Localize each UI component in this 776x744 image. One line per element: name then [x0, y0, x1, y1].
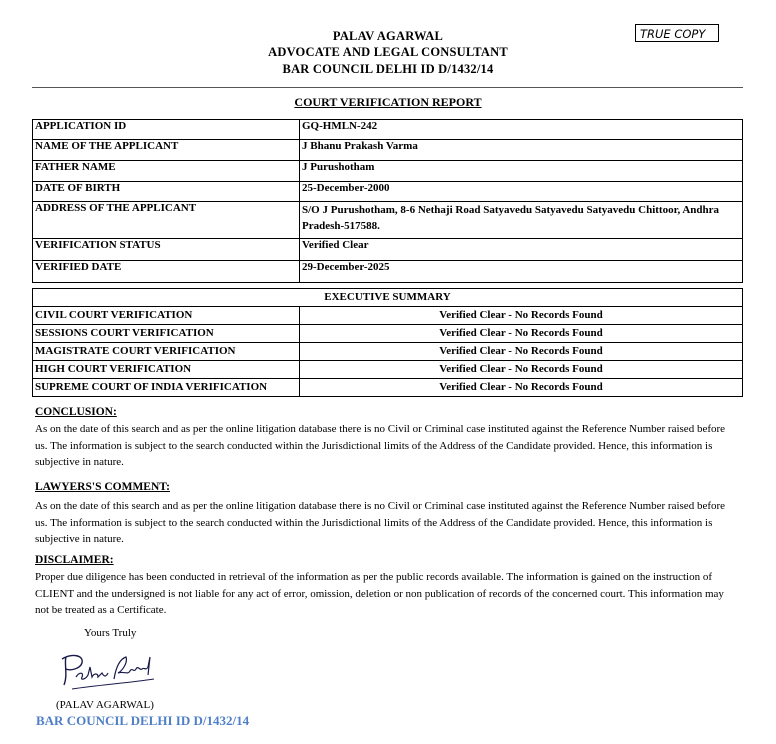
summary-value: Verified Clear - No Records Found	[300, 325, 743, 343]
summary-value: Verified Clear - No Records Found	[300, 379, 743, 397]
summary-heading: EXECUTIVE SUMMARY	[33, 289, 743, 307]
summary-value: Verified Clear - No Records Found	[300, 343, 743, 361]
lawyers-comment-heading: LAWYERS'S COMMENT:	[35, 481, 170, 493]
summary-label: SESSIONS COURT VERIFICATION	[33, 325, 300, 343]
detail-value: J Purushotham	[300, 161, 743, 182]
table-row	[33, 161, 743, 182]
detail-value: Verified Clear	[300, 239, 743, 261]
detail-label: ADDRESS OF THE APPLICANT	[33, 202, 300, 239]
table-row	[33, 120, 743, 140]
detail-label: VERIFICATION STATUS	[33, 239, 300, 261]
summary-value: Verified Clear - No Records Found	[300, 307, 743, 325]
summary-value: Verified Clear - No Records Found	[300, 361, 743, 379]
summary-label: MAGISTRATE COURT VERIFICATION	[33, 343, 300, 361]
detail-label: DATE OF BIRTH	[33, 182, 300, 202]
detail-label: APPLICATION ID	[33, 120, 300, 140]
details-table	[32, 119, 743, 283]
table-row	[33, 361, 743, 379]
detail-value: 29-December-2025	[300, 261, 743, 283]
table-row	[33, 140, 743, 161]
summary-label: SUPREME COURT OF INDIA VERIFICATION	[33, 379, 300, 397]
advocate-name: PALAV AGARWAL	[332, 29, 444, 43]
disclaimer-heading: DISCLAIMER:	[35, 554, 114, 566]
table-row	[33, 182, 743, 202]
detail-label: VERIFIED DATE	[33, 261, 300, 283]
table-row	[33, 202, 743, 239]
conclusion-text: As on the date of this search and as per the online litigation database there is no Civil or Criminal case instituted against the Reference Number raised before us. The information is subject to the search conducted within the Jurisdictional limits of the Address of the Candidate provided. Hence, this information is subjective in nature.	[35, 423, 726, 468]
detail-value: S/O J Purushotham, 8-6 Nethaji Road Satyavedu Satyavedu Satyavedu Chittoor, Andhra Pradesh-517588.	[300, 202, 743, 239]
header-divider	[32, 87, 743, 88]
advocate-bar-id: BAR COUNCIL DELHI ID D/1432/14	[282, 62, 494, 76]
report-title: COURT VERIFICATION REPORT	[294, 95, 482, 109]
conclusion-heading: CONCLUSION:	[35, 406, 117, 418]
signatory-name: (PALAV AGARWAL)	[56, 699, 154, 711]
detail-value: GQ-HMLN-242	[300, 120, 743, 140]
signatory-bar-id: BAR COUNCIL DELHI ID D/1432/14	[36, 713, 250, 728]
summary-table	[32, 288, 743, 397]
advocate-designation: ADVOCATE AND LEGAL CONSULTANT	[268, 45, 508, 59]
table-row	[33, 325, 743, 343]
table-row	[33, 239, 743, 261]
disclaimer-text: Proper due diligence has been conducted in retrieval of the information as per the public records available. The information is gained on the instruction of CLIENT and the undersigned is not liable for any act of error, omission, deletion or non publication of records of the concerned court. This information may not be treated as a Certificate.	[35, 571, 724, 616]
detail-label: FATHER NAME	[33, 161, 300, 182]
table-row	[33, 307, 743, 325]
table-row	[33, 379, 743, 397]
signature-image	[58, 649, 158, 693]
lawyers-comment-text: As on the date of this search and as per the online litigation database there is no Civil or Criminal case instituted against the Reference Number raised before us. The information is subject to the search conducted within the Jurisdictional limits of the Address of the Candidate provided. Hence, this information is subjective in nature.	[35, 500, 726, 545]
detail-value: 25-December-2000	[300, 182, 743, 202]
closing-text: Yours Truly	[84, 627, 137, 639]
summary-label: CIVIL COURT VERIFICATION	[33, 307, 300, 325]
table-row	[33, 261, 743, 283]
detail-value: J Bhanu Prakash Varma	[300, 140, 743, 161]
table-row	[33, 343, 743, 361]
table-row	[33, 289, 743, 307]
summary-label: HIGH COURT VERIFICATION	[33, 361, 300, 379]
detail-label: NAME OF THE APPLICANT	[33, 140, 300, 161]
true-copy-stamp: TRUE COPY	[635, 24, 719, 42]
